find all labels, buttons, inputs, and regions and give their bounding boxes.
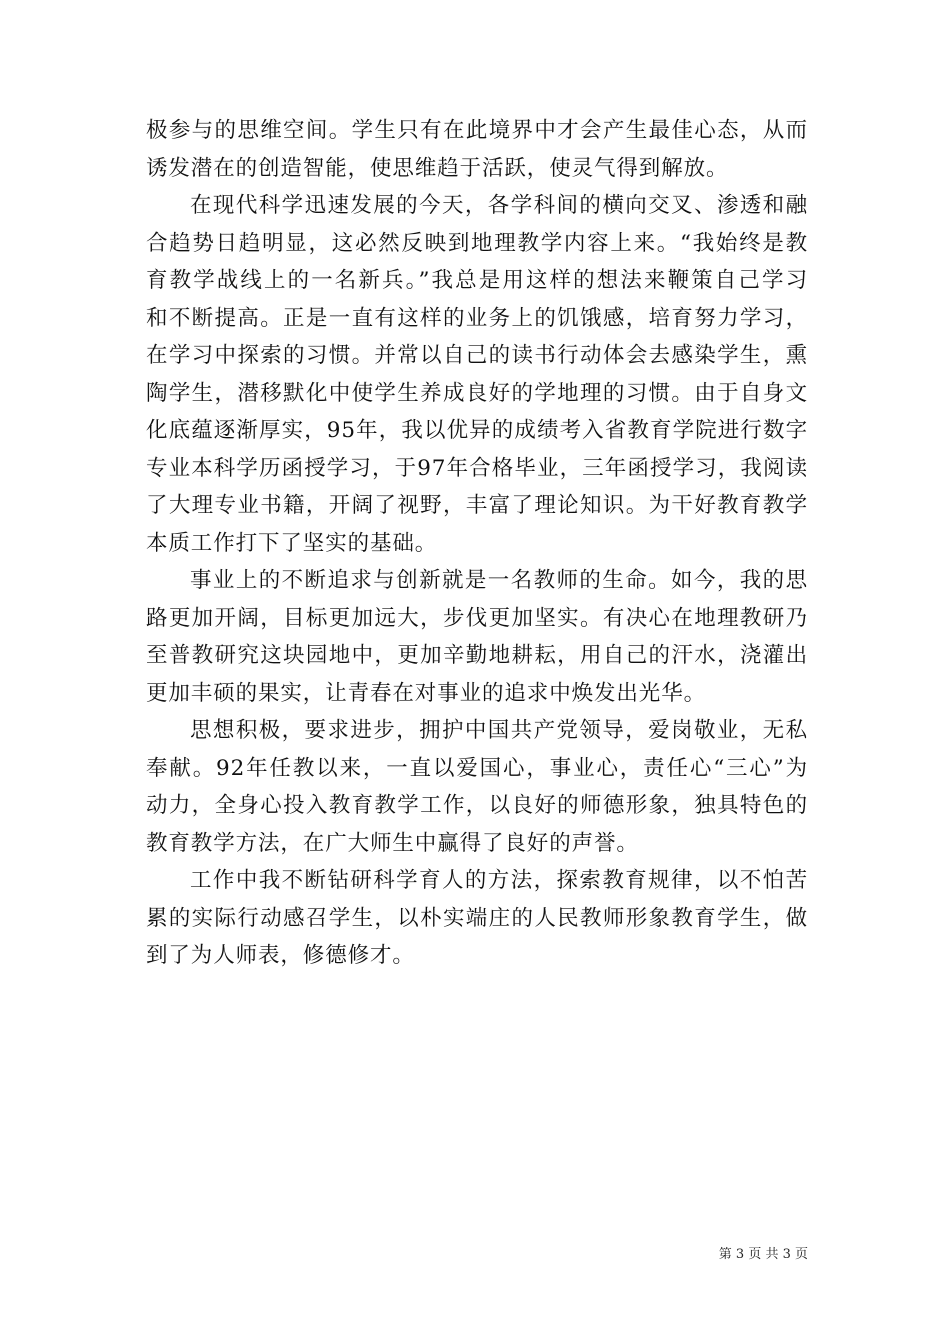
text-line: 育教学战线上的一名新兵。”我总是用这样的想法来鞭策自己学习 — [146, 268, 808, 293]
body-text — [146, 112, 808, 975]
text-line: 化底蕴逐渐厚实，95年，我以优异的成绩考入省教育学院进行数字 — [146, 418, 808, 443]
text-line: 和不断提高。正是一直有这样的业务上的饥饿感，培育努力学习， — [146, 305, 808, 331]
text-line: 更加丰硕的果实，让青春在对事业的追求中焕发出光华。 — [146, 680, 707, 706]
page-number-footer: 第 3 页 共 3 页 — [718, 1247, 808, 1262]
text-line: 累的实际行动感召学生，以朴实端庄的人民教师形象教育学生，做 — [146, 905, 808, 931]
paragraph-first-line: 事业上的不断追求与创新就是一名教师的生命。如今，我的思 — [190, 568, 808, 593]
text-line: 极参与的思维空间。学生只有在此境界中才会产生最佳心态，从而 — [146, 118, 808, 143]
text-line: 本质工作打下了坚实的基础。 — [146, 530, 438, 556]
text-line: 在学习中探索的习惯。并常以自己的读书行动体会去感染学生，熏 — [146, 343, 808, 368]
paragraph-first-line: 思想积极，要求进步，拥护中国共产党领导，爱岗敬业，无私 — [190, 718, 808, 743]
text-line: 合趋势日趋明显，这必然反映到地理教学内容上来。“我始终是教 — [146, 230, 808, 256]
text-line: 至普教研究这块园地中，更加辛勤地耕耘，用自己的汗水，浇灌出 — [146, 643, 808, 668]
text-line: 教育教学方法，在广大师生中赢得了良好的声誉。 — [146, 830, 639, 856]
text-line: 路更加开阔，目标更加远大，步伐更加坚实。有决心在地理教研乃 — [146, 605, 808, 631]
text-line: 了大理专业书籍，开阔了视野，丰富了理论知识。为干好教育教学 — [146, 493, 808, 518]
text-line: 诱发潜在的创造智能，使思维趋于活跃，使灵气得到解放。 — [146, 155, 729, 181]
paragraph-first-line: 在现代科学迅速发展的今天，各学科间的横向交叉、渗透和融 — [190, 193, 808, 218]
text-line: 奉献。92年任教以来，一直以爱国心，事业心，责任心“三心”为 — [146, 755, 808, 781]
text-line: 专业本科学历函授学习，于97年合格毕业，三年函授学习，我阅读 — [146, 455, 808, 481]
text-line: 到了为人师表，修德修才。 — [146, 943, 415, 968]
paragraph-first-line: 工作中我不断钻研科学育人的方法，探索教育规律，以不怕苦 — [190, 868, 808, 893]
text-line: 动力，全身心投入教育教学工作，以良好的师德形象，独具特色的 — [146, 793, 808, 818]
text-line: 陶学生，潜移默化中使学生养成良好的学地理的习惯。由于自身文 — [146, 380, 808, 406]
